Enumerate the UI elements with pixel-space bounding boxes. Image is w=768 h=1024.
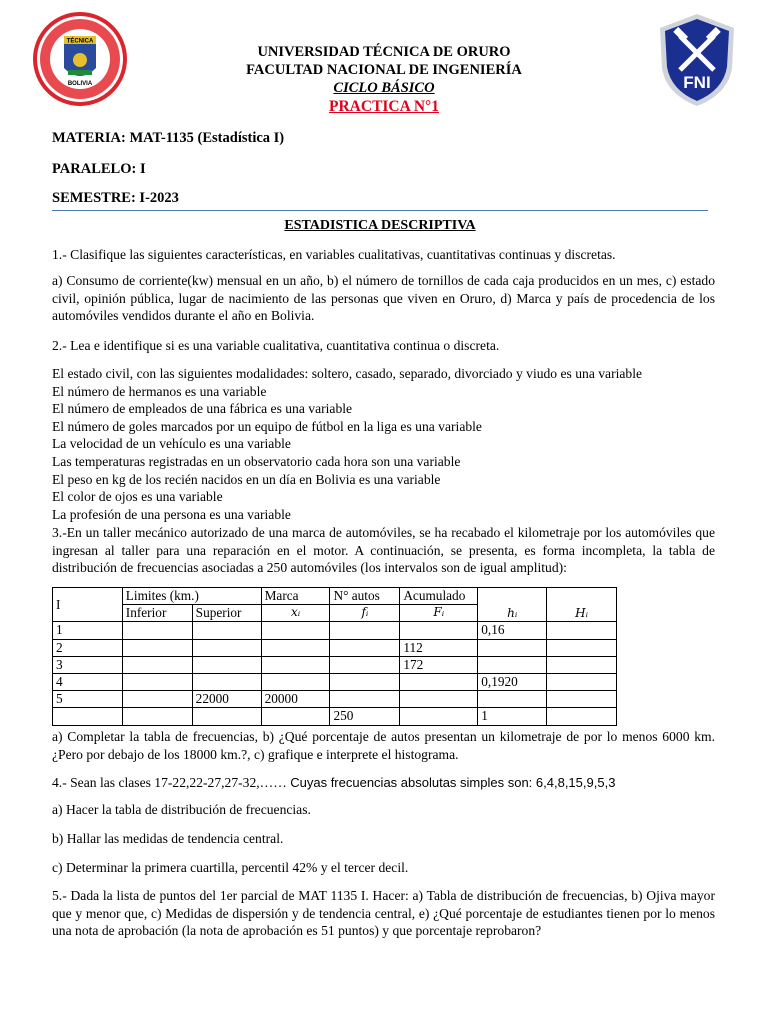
university-seal-logo: [30, 10, 130, 108]
table-cell: [547, 639, 617, 656]
question-4-c: c) Determinar la primera cuartilla, percentil 42% y el tercer decil.: [52, 860, 409, 875]
faculty-name: FACULTAD NACIONAL DE INGENIERÍA: [246, 62, 522, 78]
table-cell: 112: [400, 639, 478, 656]
shield-text: FNI: [683, 73, 711, 92]
table-cell: [192, 673, 261, 690]
question-1-statement: 1.- Clasifique las siguientes características, en variables cualitativas, cuantitativas continuas y discretas.: [52, 247, 616, 262]
header-xi: xᵢ: [261, 605, 330, 622]
table-row: [53, 622, 617, 639]
list-item: La profesión de una persona es una variable: [52, 506, 291, 522]
section-title: ESTADISTICA DESCRIPTIVA: [284, 218, 476, 233]
table-cell: [478, 639, 547, 656]
question-5-statement: 5.- Dada la lista de puntos del 1er parcial de MAT 1135 I. Hacer: a) Tabla de distribución de frecuencias, b) Ojiva mayor que y menor que, c) Medidas de dispersión y de tendencia central, e) ¿Qué porcentaje de estudiantes tienen por lo menos una nota de aprobación (la nota de aprobación es 51 puntos) y que porcentaje reprobaron?: [52, 888, 715, 938]
table-cell: [261, 639, 330, 656]
header-acumulado: Acumulado: [400, 588, 478, 605]
table-cell: [400, 691, 478, 708]
table-cell: 5: [53, 691, 123, 708]
table-cell: [192, 639, 261, 656]
question-1-items: a) Consumo de corriente(kw) mensual en un año, b) el número de tornillos de cada caja producidos en un mes, c) estado civil, opinión pública, lugar de nacimiento de las personas que viven en Oruro, d) Marca y país de procedencia de los automóviles vendidos durante el año en Bolivia.: [52, 273, 715, 323]
table-cell: [192, 656, 261, 673]
table-cell: 0,16: [478, 622, 547, 639]
semester-label: SEMESTRE: I-2023: [52, 190, 179, 206]
table-cell: [192, 708, 261, 725]
table-cell: [122, 639, 192, 656]
table-cell: 1: [53, 622, 123, 639]
table-cell: [478, 691, 547, 708]
table-cell: 250: [330, 708, 400, 725]
table-cell: [547, 622, 617, 639]
table-cell: [122, 656, 192, 673]
table-cell: 20000: [261, 691, 330, 708]
subject-label: MATERIA: MAT-1135 (Estadística I): [52, 130, 285, 146]
table-cell: [53, 708, 123, 725]
table-cell: 172: [400, 656, 478, 673]
question-3-statement: 3.-En un taller mecánico autorizado de una marca de automóviles, se ha recabado el kilometraje por los automóviles que ingresan al taller para una reparación en el motor. A continuación, se presenta, es forma incompleta, la tabla de distribución de frecuencias asociadas a 250 automóviles (los intervalos son de igual amplitud):: [52, 525, 715, 575]
table-cell: 1: [478, 708, 547, 725]
table-cell: 2: [53, 639, 123, 656]
table-cell: [330, 691, 400, 708]
table-cell: [400, 708, 478, 725]
question-4-prefix: 4.- Sean las clases 17-22,22-27,27-32,……: [52, 775, 287, 790]
table-cell: [330, 673, 400, 690]
question-2-list: [52, 365, 715, 523]
table-cell: [478, 656, 547, 673]
header-superior: Superior: [192, 605, 261, 622]
header-i: I: [53, 588, 123, 622]
table-row: [53, 639, 617, 656]
list-item: La velocidad de un vehículo es una variable: [52, 436, 291, 452]
question-4-suffix: Cuyas frecuencias absolutas simples son: 6,4,8,15,9,5,3: [290, 775, 616, 790]
table-row: [53, 708, 617, 725]
list-item: El número de goles marcados por un equipo de fútbol en la liga es una variable: [52, 418, 482, 434]
seal-text: TÉCNICA: [66, 38, 94, 45]
header-hi: hᵢ: [478, 588, 547, 622]
header-autos: N° autos: [330, 588, 400, 605]
list-item: El peso en kg de los recién nacidos en un día en Bolivia es una variable: [52, 471, 441, 487]
table-cell: 0,1920: [478, 673, 547, 690]
table-cell: [547, 708, 617, 725]
question-2-statement: 2.- Lea e identifique si es una variable cualitativa, cuantitativa continua o discreta.: [52, 338, 500, 353]
fni-shield-logo: [656, 12, 738, 108]
table-cell: [547, 673, 617, 690]
table-cell: [330, 639, 400, 656]
table-cell: [547, 656, 617, 673]
header-Fi: Fᵢ: [400, 605, 478, 622]
header-marca: Marca: [261, 588, 330, 605]
practice-title: PRACTICA N°1: [329, 98, 439, 115]
list-item: El número de empleados de una fábrica es una variable: [52, 401, 353, 417]
table-cell: [261, 656, 330, 673]
list-item: Las temperaturas registradas en un observatorio cada hora son una variable: [52, 453, 461, 469]
table-cell: [122, 622, 192, 639]
question-4-b: b) Hallar las medidas de tendencia central.: [52, 831, 284, 846]
question-4-statement: [52, 774, 715, 792]
list-item: El color de ojos es una variable: [52, 489, 223, 505]
table-cell: 22000: [192, 691, 261, 708]
header-limits: Limites (km.): [122, 588, 261, 605]
table-cell: [122, 708, 192, 725]
question-3-subquestions: a) Completar la tabla de frecuencias, b) ¿Qué porcentaje de autos presentan un kilometraje de por lo menos 6000 km. ¿Pero por debajo de los 18000 km.?, c) grafique e interprete el histograma.: [52, 729, 715, 762]
parallel-label: PARALELO: I: [52, 161, 146, 177]
question-4-a: a) Hacer la tabla de distribución de frecuencias.: [52, 802, 311, 817]
table-row: [53, 656, 617, 673]
table-cell: [261, 673, 330, 690]
table-cell: [400, 673, 478, 690]
table-cell: 3: [53, 656, 123, 673]
table-cell: 4: [53, 673, 123, 690]
table-cell: [547, 691, 617, 708]
table-cell: [400, 622, 478, 639]
frequency-table: [52, 587, 617, 726]
table-cell: [330, 622, 400, 639]
university-name: UNIVERSIDAD TÉCNICA DE ORURO: [257, 44, 511, 60]
divider: [52, 210, 708, 211]
header-inferior: Inferior: [122, 605, 192, 622]
table-row: [53, 673, 617, 690]
table-cell: [122, 673, 192, 690]
seal-bottom-text: BOLIVIA: [67, 81, 93, 87]
list-item: El número de hermanos es una variable: [52, 383, 267, 399]
table-cell: [261, 708, 330, 725]
table-cell: [122, 691, 192, 708]
header-fi: fᵢ: [330, 605, 400, 622]
table-cell: [330, 656, 400, 673]
cycle-name: CICLO BÁSICO: [333, 80, 435, 96]
table-cell: [261, 622, 330, 639]
table-row: [53, 691, 617, 708]
table-header-row: [53, 588, 617, 605]
header-Hi: Hᵢ: [547, 588, 617, 622]
table-cell: [192, 622, 261, 639]
list-item: El estado civil, con las siguientes modalidades: soltero, casado, separado, divorciado y viudo es una variable: [52, 366, 643, 381]
